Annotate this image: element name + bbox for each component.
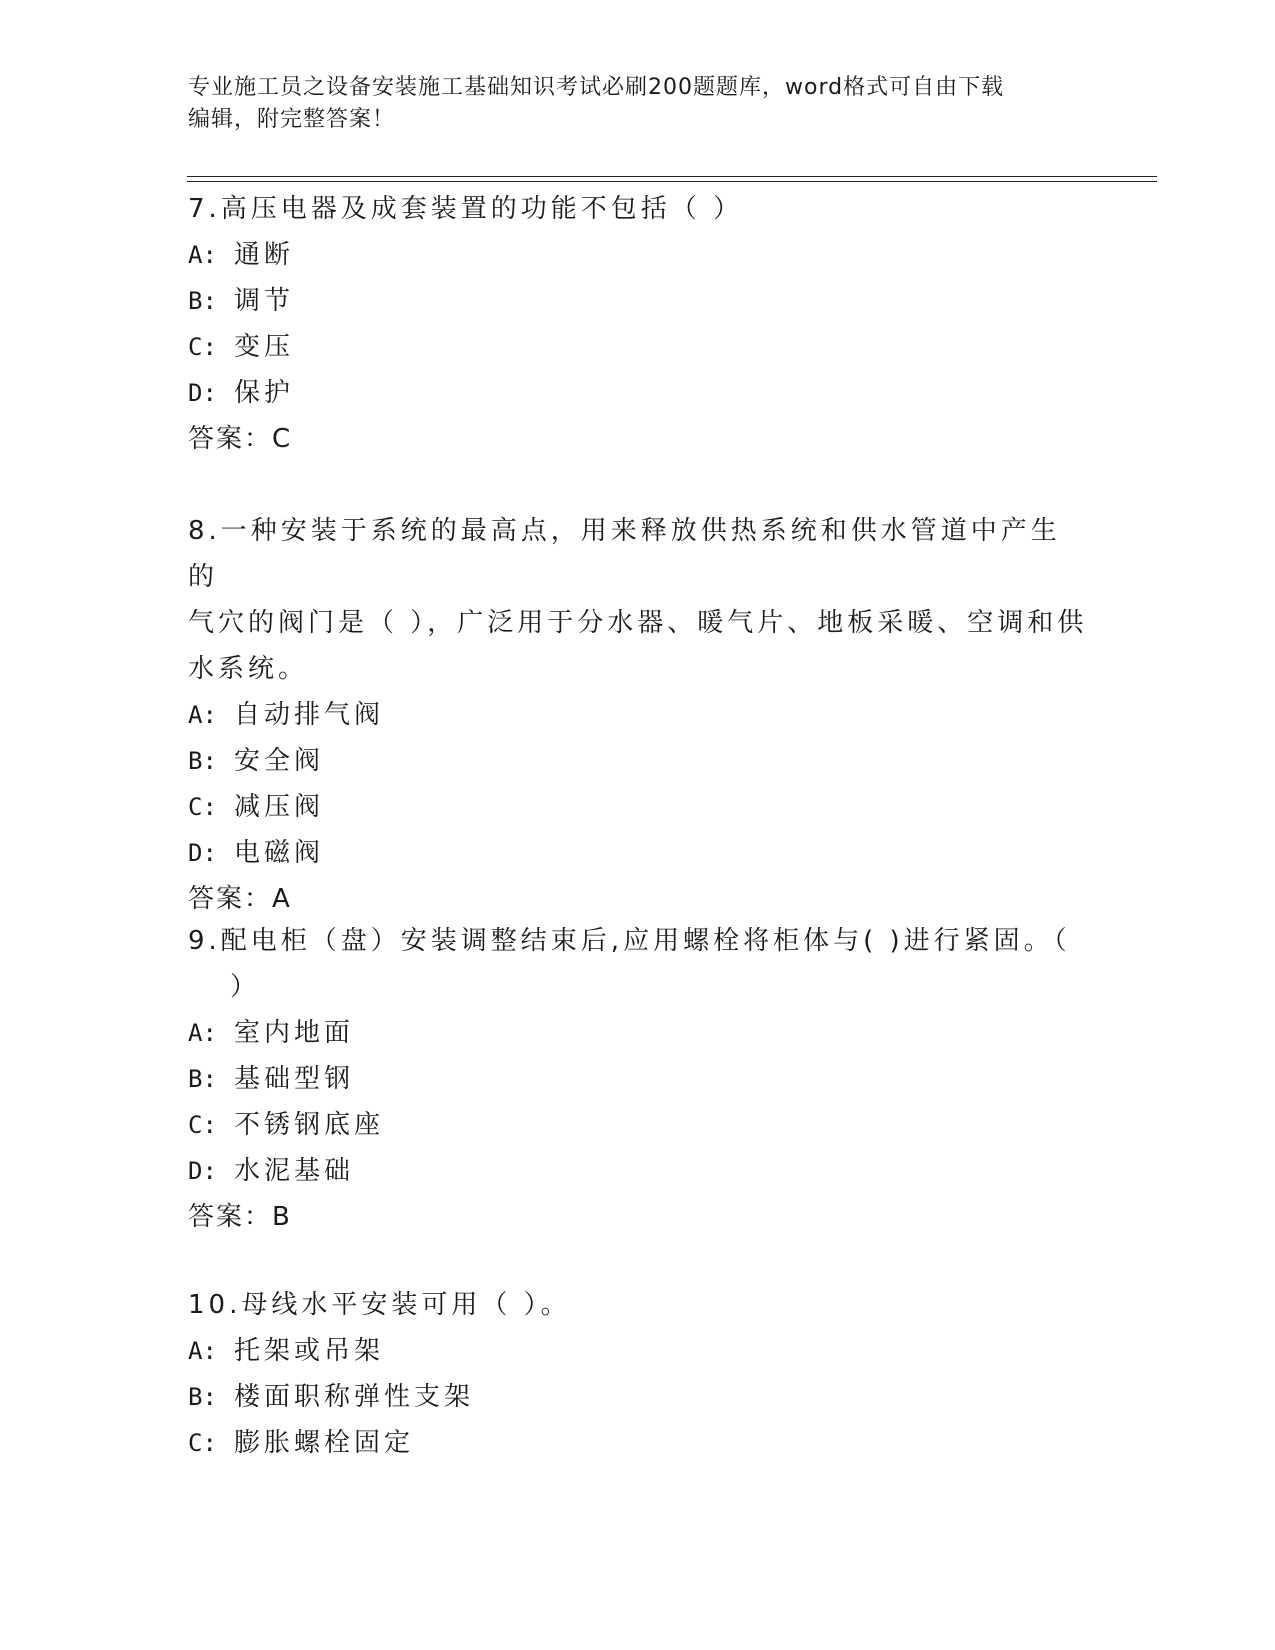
option-a [188, 692, 1088, 738]
header-line-2: 编辑，附完整答案！ [188, 107, 396, 132]
option-letter: A: [188, 701, 217, 729]
option-letter: A: [188, 241, 217, 269]
option-text: 室内地面 [234, 1018, 355, 1048]
answer-label: 答案： [188, 884, 273, 914]
option-d [188, 830, 1088, 876]
option-a [188, 1010, 1088, 1056]
question-text-line-2: ） [230, 972, 261, 1002]
option-text: 水泥基础 [234, 1156, 355, 1186]
question-9 [188, 918, 1088, 1240]
option-text: 安全阀 [234, 746, 325, 776]
option-a [188, 232, 1088, 278]
question-10 [188, 1282, 1088, 1466]
option-text: 楼面职称弹性支架 [234, 1382, 475, 1412]
option-b [188, 1056, 1088, 1102]
option-c [188, 1420, 1088, 1466]
question-text-line-1: 9.配电柜（盘）安装调整结束后,应用螺栓将柜体与( )进行紧固。（ [188, 926, 1071, 956]
option-d [188, 370, 1088, 416]
answer-line [188, 876, 1088, 922]
option-text: 膨胀螺栓固定 [234, 1428, 415, 1458]
option-text: 电磁阀 [234, 838, 325, 868]
question-8 [188, 508, 1088, 922]
option-letter: B: [188, 747, 217, 775]
answer-line [188, 1194, 1088, 1240]
answer-value: B [272, 1202, 290, 1232]
option-letter: C: [188, 333, 217, 361]
option-letter: A: [188, 1019, 217, 1047]
option-b [188, 738, 1088, 784]
question-7 [188, 186, 1088, 462]
option-c [188, 784, 1088, 830]
header-divider-top [187, 176, 1157, 177]
question-text: 10.母线水平安装可用（ ）。 [188, 1290, 571, 1320]
answer-line [188, 416, 1088, 462]
option-text: 基础型钢 [234, 1064, 355, 1094]
option-letter: C: [188, 793, 217, 821]
document-header [188, 72, 1088, 136]
option-letter: C: [188, 1111, 217, 1139]
option-letter: B: [188, 1383, 217, 1411]
option-b [188, 1374, 1088, 1420]
header-line-1: 专业施工员之设备安装施工基础知识考试必刷200题题库，word格式可自由下载 [188, 75, 1005, 100]
answer-value: C [272, 424, 291, 454]
option-letter: C: [188, 1429, 217, 1457]
option-text: 调节 [234, 286, 295, 316]
option-text: 不锈钢底座 [234, 1110, 385, 1140]
question-text: 7.高压电器及成套装置的功能不包括（ ） [188, 194, 744, 224]
option-text: 通断 [234, 240, 295, 270]
option-letter: D: [188, 839, 217, 867]
option-text: 保护 [234, 378, 295, 408]
option-letter: B: [188, 1065, 217, 1093]
question-text-line-3: 水系统。 [188, 654, 309, 684]
option-letter: D: [188, 379, 217, 407]
question-text-line-1: 8.一种安装于系统的最高点，用来释放供热系统和供水管道中产生的 [188, 516, 1061, 592]
option-letter: B: [188, 287, 217, 315]
option-b [188, 278, 1088, 324]
answer-label: 答案： [188, 424, 273, 454]
question-text-line-2: 气穴的阀门是（ ），广泛用于分水器、暖气片、地板采暖、空调和供 [188, 608, 1088, 638]
option-text: 自动排气阀 [234, 700, 385, 730]
option-c [188, 1102, 1088, 1148]
option-text: 减压阀 [234, 792, 325, 822]
option-c [188, 324, 1088, 370]
answer-label: 答案： [188, 1202, 273, 1232]
option-letter: D: [188, 1157, 217, 1185]
option-d [188, 1148, 1088, 1194]
option-letter: A: [188, 1337, 217, 1365]
option-text: 托架或吊架 [234, 1336, 385, 1366]
header-divider-bottom [187, 181, 1157, 182]
option-a [188, 1328, 1088, 1374]
answer-value: A [272, 884, 290, 914]
option-text: 变压 [234, 332, 295, 362]
